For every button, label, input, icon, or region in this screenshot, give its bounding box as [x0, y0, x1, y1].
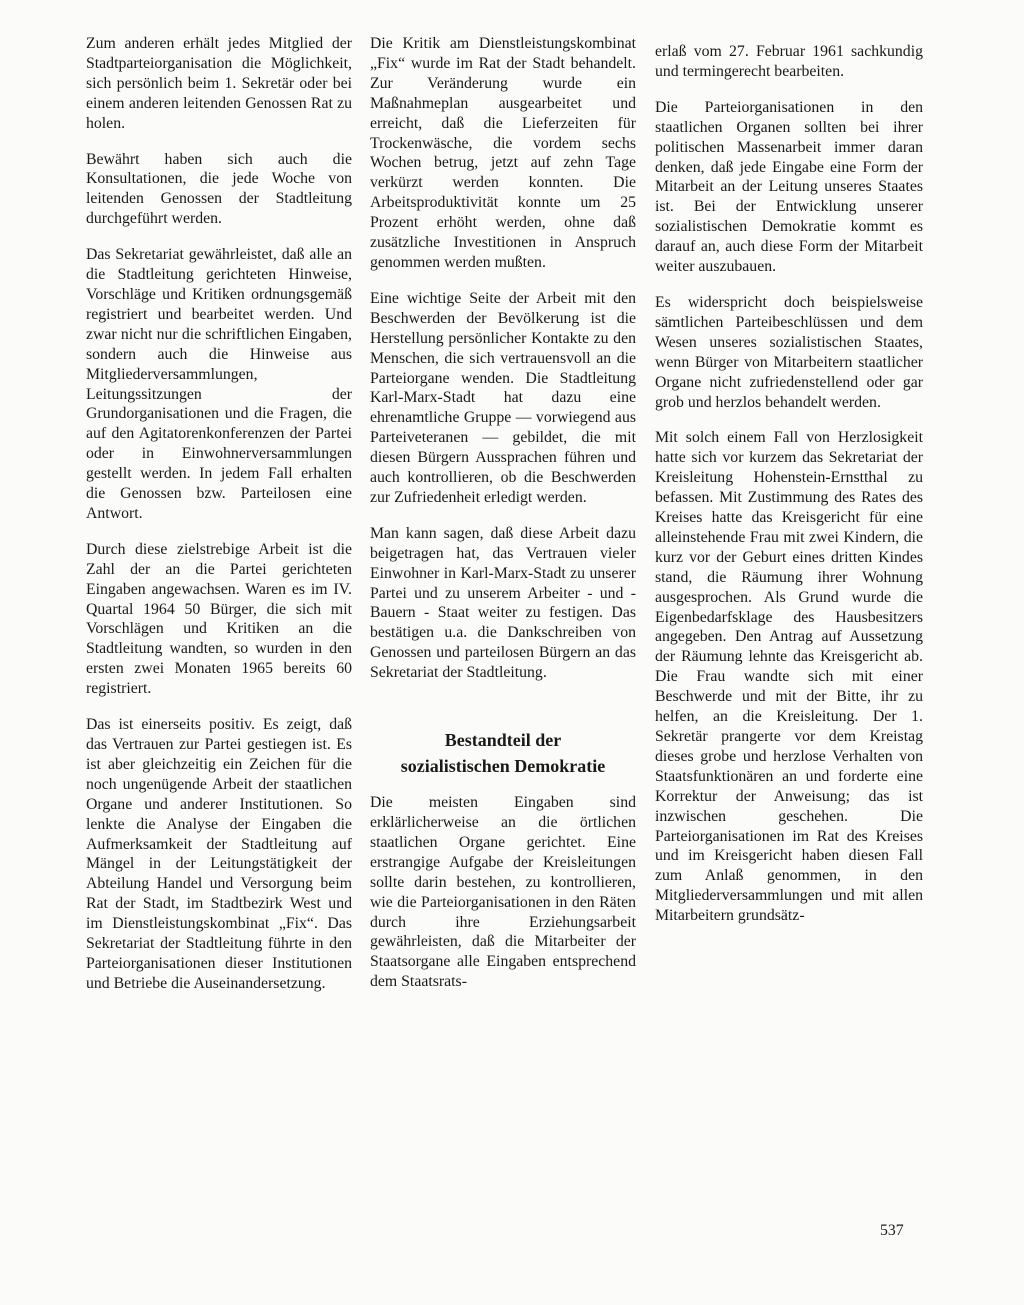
text-column-2 [370, 34, 636, 1008]
paragraph: Mit solch einem Fall von Herzlosigkeit hatte sich vor kurzem das Sekretariat der Kreisleitung Hohenstein-Ernstthal zu befassen. Mit Zustimmung des Rates des Kreises hatte das Kreisgericht für eine alleinstehende Frau mit zwei Kindern, die kurz vor der Geburt eines dritten Kindes stand, die Räumung ihrer Wohnung ausgesprochen. Als Grund wurde die Eigenbedarfsklage des Hausbesitzers angegeben. Den Antrag auf Aussetzung der Räumung lehnte das Kreisgericht ab. Die Frau wandte sich mit einer Beschwerde und mit der Bitte, ihr zu helfen, an die Kreisleitung. Der 1. Sekretär prangerte vor dem Kreistag dieses grobe und herzlose Verhalten von Staatsfunktionären an und forderte eine Korrektur der Anweisung; das ist inzwischen geschehen. Die Parteiorganisationen im Rat des Kreises und im Kreisgericht haben diesen Fall zum Anlaß genommen, in den Mitgliederversammlungen und mit allen Mitarbeitern grundsätz- [655, 429, 923, 925]
paragraph: Es widerspricht doch beispielsweise sämtlichen Parteibeschlüssen und dem Wesen unseres sozialistischen Staates, wenn Bürger von Mitarbeitern staatlicher Organe nicht zufriedenstellend oder gar grob und herzlos behandelt werden. [655, 293, 923, 411]
paragraph: Man kann sagen, daß diese Arbeit dazu beigetragen hat, das Vertrauen vieler Einwohner in Karl-Marx-Stadt zu unserer Partei und zu unserem Arbeiter - und - Bauern - Staat weiter zu festigen. Das bestätigen u.a. die Dankschreiben von Genossen und parteilosen Bürgern an das Sekretariat der Stadtleitung. [370, 524, 636, 682]
paragraph: erlaß vom 27. Februar 1961 sachkundig und termingerecht bearbeiten. [655, 43, 923, 80]
paragraph: Bewährt haben sich auch die Konsultationen, die jede Woche von leitenden Genossen der Stadtleitung durchgeführt werden. [86, 150, 352, 228]
paragraph: Das ist einerseits positiv. Es zeigt, daß das Vertrauen zur Partei gestiegen ist. Es ist aber gleichzeitig ein Zeichen für die noch ungenügende Arbeit der staatlichen Organe und anderer Institutionen. So lenkte die Analyse der Eingaben die Aufmerksamkeit der Stadtleitung auf Mängel in der Leitungstätigkeit der Abteilung Handel und Versorgung beim Rat der Stadt, im Stadtbezirk West und im Dienstleistungskombinat „Fix“. Das Sekretariat der Stadtleitung führte in den Parteiorganisationen dieser Institutionen und Betriebe die Auseinandersetzung. [86, 716, 352, 992]
paragraph: Die meisten Eingaben sind erklärlicherweise an die örtlichen staatlichen Organe gerichtet. Eine erstrangige Aufgabe der Kreisleitungen sollte darin bestehen, zu kontrollieren, wie die Parteiorganisationen in den Räten durch ihre Erziehungsarbeit gewährleisten, daß die Mitarbeiter der Staatsorgane alle Eingaben entsprechend dem Staatsrats- [370, 794, 636, 991]
page-number: 537 [880, 1222, 904, 1239]
text-column-3 [655, 42, 923, 942]
paragraph: Das Sekretariat gewährleistet, daß alle an die Stadtleitung gerichteten Hinweise, Vorschläge und Kritiken ordnungsgemäß registriert und bearbeitet werden. Und zwar nicht nur die schriftlichen Eingaben, sondern auch die Hinweise aus Mitgliederversammlungen, Leitungssitzungen der Grundorganisationen und die Fragen, die auf den Agitatorenkonferenzen der Partei oder in Einwohnerversammlungen gestellt werden. In jedem Fall erhalten die Genossen bzw. Parteilosen eine Antwort. [86, 246, 352, 522]
section-heading-line-1: Bestandteil der [444, 730, 562, 751]
paragraph: Durch diese zielstrebige Arbeit ist die Zahl der an die Partei gerichteten Eingaben angewachsen. Waren es im IV. Quartal 1964 50 Bürger, die sich mit Vorschlägen und Kritiken an die Stadtleitung wandten, so wurden in den ersten zwei Monaten 1965 bereits 60 registriert. [86, 540, 352, 698]
section-heading [370, 727, 636, 779]
paragraph: Eine wichtige Seite der Arbeit mit den Beschwerden der Bevölkerung ist die Herstellung persönlicher Kontakte zu den Menschen, die sich vertrauensvoll an die Parteiorgane wenden. Die Stadtleitung Karl-Marx-Stadt hat dazu eine ehrenamtliche Gruppe — vorwiegend aus Parteiveteranen — gebildet, die mit diesen Bürgern Aussprachen führen und auch kontrollieren, ob die Beschwerden zur Zufriedenheit erledigt werden. [370, 289, 636, 506]
section-heading-line-2: sozialistischen Demokratie [400, 756, 606, 777]
paragraph: Die Kritik am Dienstleistungskombinat „Fix“ wurde im Rat der Stadt behandelt. Zur Veränderung wurde ein Maßnahmeplan ausgearbeitet und erreicht, daß die Lieferzeiten für Trockenwäsche, die vordem sechs Wochen betrug, jetzt auf zehn Tage verkürzt werden konnten. Die Arbeitsproduktivität konnte um 25 Prozent erhöht werden, ohne daß zusätzliche Investitionen in Anspruch genommen werden mußten. [370, 35, 636, 271]
paragraph: Die Parteiorganisationen in den staatlichen Organen sollten bei ihrer politischen Massenarbeit immer daran denken, daß jede Eingabe eine Form der Mitarbeit an der Leitung unseres Staates ist. Bei der Entwicklung unserer sozialistischen Demokratie kommt es darauf an, auch diese Form der Mitarbeit weiter auszubauen. [655, 98, 923, 276]
text-column-1 [86, 34, 352, 1010]
paragraph: Zum anderen erhält jedes Mitglied der Stadtparteiorganisation die Möglichkeit, sich persönlich beim 1. Sekretär oder bei einem anderen leitenden Genossen Rat zu holen. [86, 35, 352, 132]
